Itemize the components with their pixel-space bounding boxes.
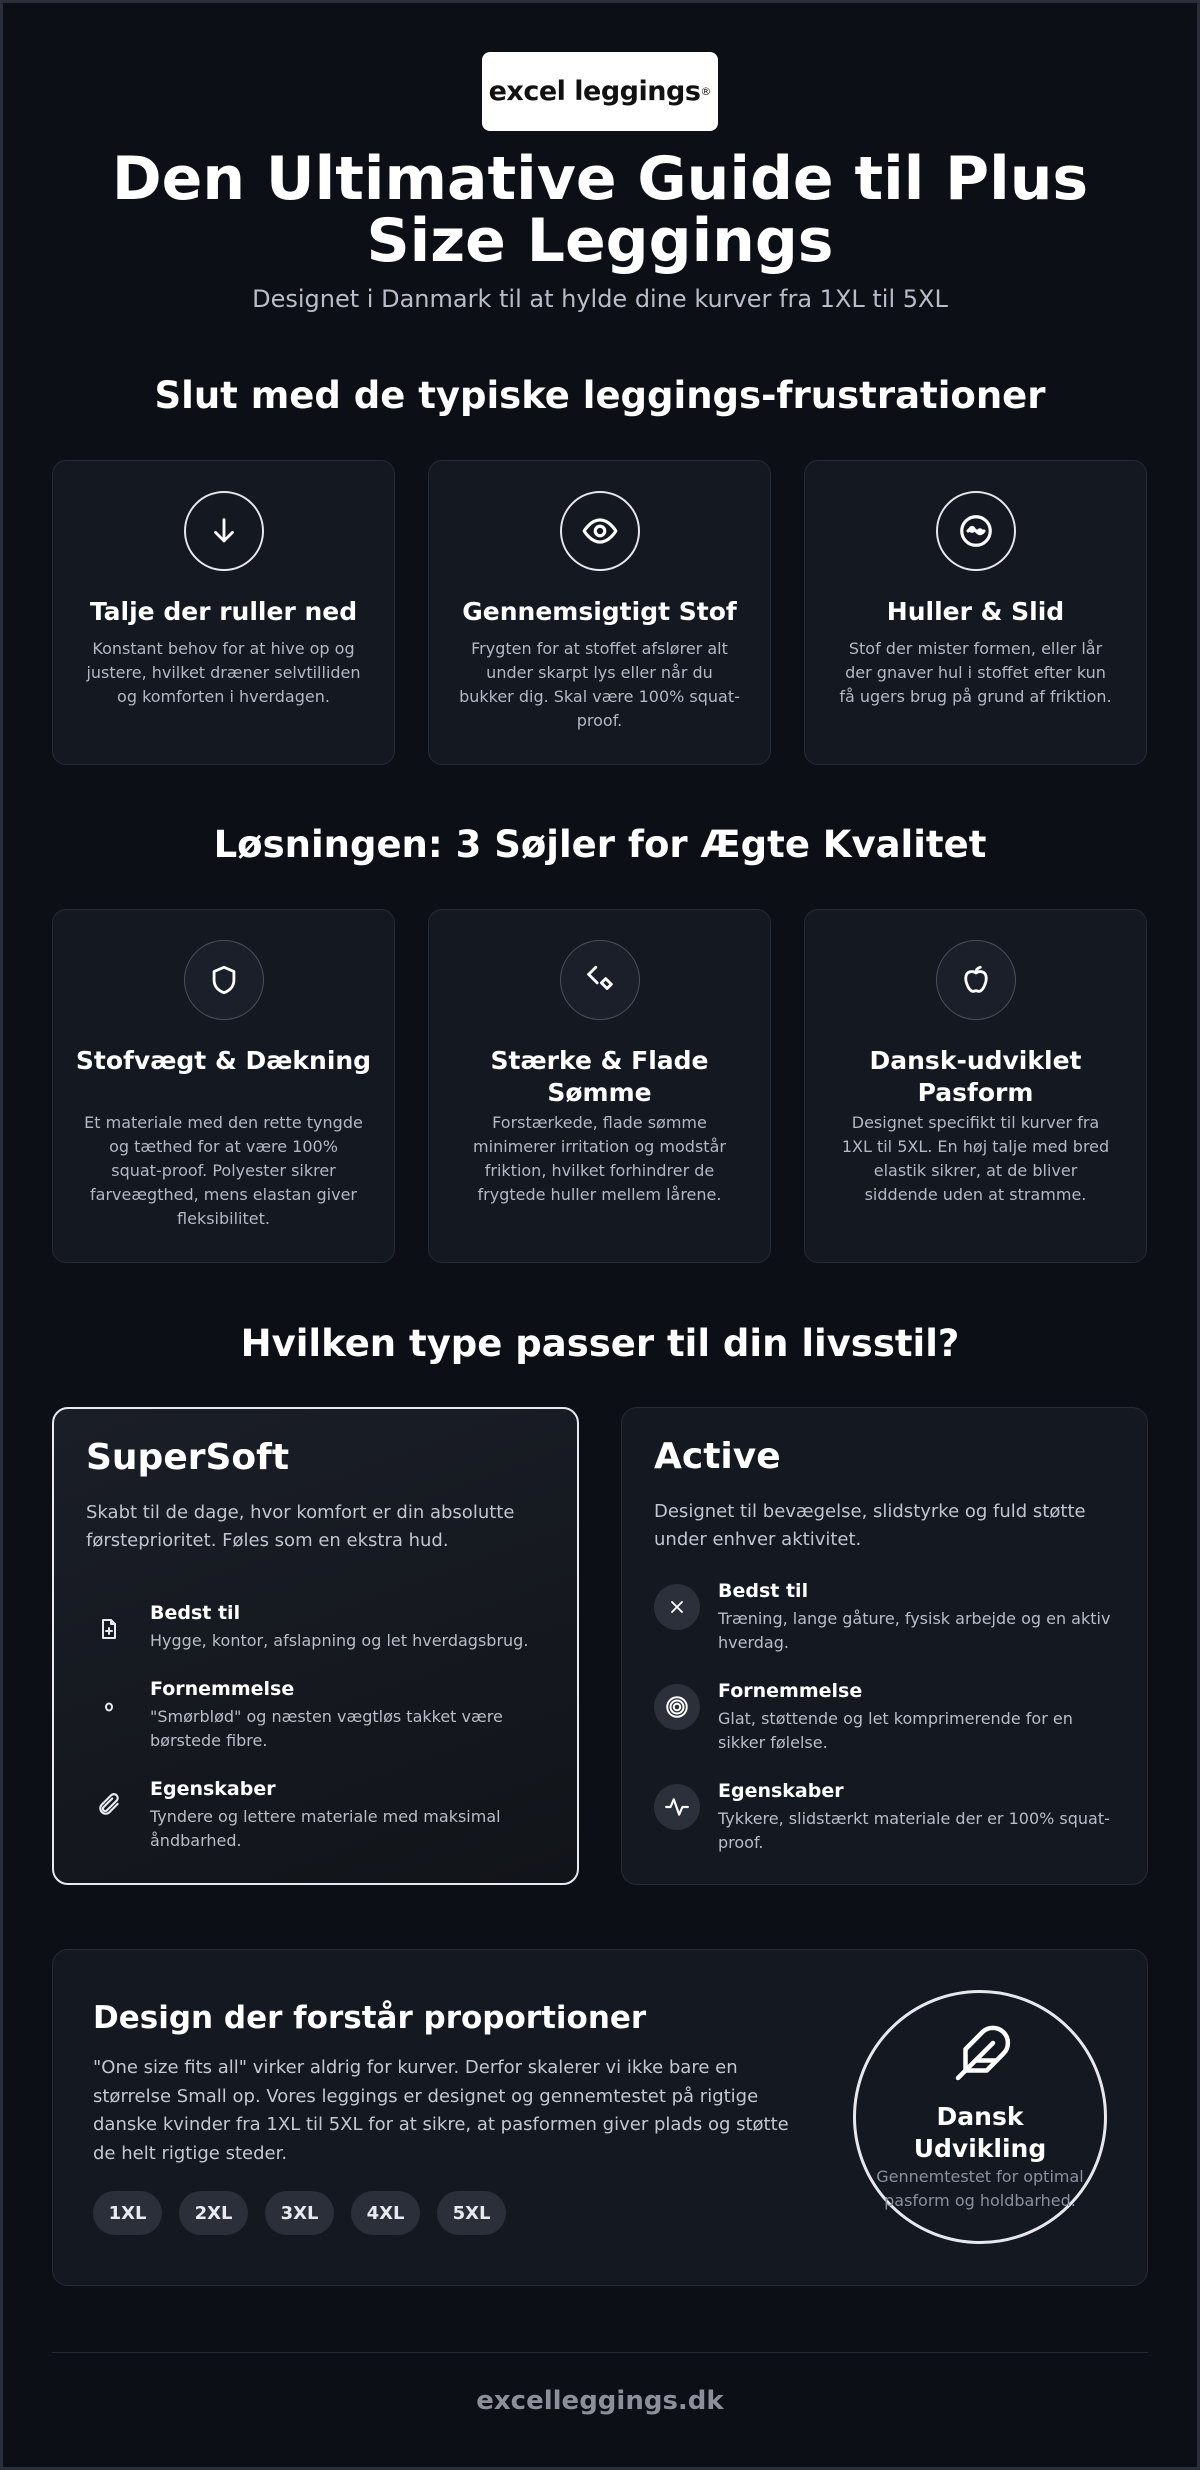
feature-properties xyxy=(86,1778,547,1858)
logo-text: excel leggings xyxy=(488,76,701,107)
page-title: Den Ultimative Guide til Plus Size Leggings xyxy=(111,144,1089,276)
option-description: Skabt til de dage, hvor komfort er din absolutte førsteprioritet. Føles som en ekstra hud. xyxy=(86,1502,515,1551)
solution-section-title: Løsningen: 3 Søjler for Ægte Kvalitet xyxy=(213,823,987,866)
supersoft-option-card[interactable] xyxy=(52,1407,579,1885)
size-pill-5xl[interactable]: 5XL xyxy=(437,2191,506,2235)
option-name: Active xyxy=(654,1436,781,1477)
feature-text: Glat, støttende og let komprimerende for en sikker følelse. xyxy=(718,1709,1073,1752)
pillar-text: Designet specifikt til kurver fra 1XL til 5XL. En høj talje med bred elastik sikrer, at de bliver siddende uden at stramme. xyxy=(841,1113,1110,1204)
feature-title: Fornemmelse xyxy=(150,1678,295,1700)
size-pill-4xl[interactable]: 4XL xyxy=(351,2191,420,2235)
logo-registered-mark: ® xyxy=(700,85,712,98)
problem-title: Huller & Slid xyxy=(886,597,1065,626)
feature-properties xyxy=(654,1780,1117,1860)
problem-card-waist xyxy=(52,460,395,765)
size-pill-2xl[interactable]: 2XL xyxy=(179,2191,248,2235)
paperclip-icon xyxy=(86,1782,132,1828)
shield-icon xyxy=(184,940,264,1020)
feature-best-for xyxy=(86,1602,547,1672)
option-description: Designet til bevægelse, slidstyrke og fuld støtte under enhver aktivitet. xyxy=(654,1501,1086,1550)
footer-divider xyxy=(52,2352,1148,2353)
feature-title: Bedst til xyxy=(150,1602,241,1624)
feature-title: Egenskaber xyxy=(150,1778,276,1800)
feature-feel xyxy=(654,1680,1117,1760)
page-subtitle: Designet i Danmark til at hylde dine kurver fra 1XL til 5XL xyxy=(252,285,948,313)
problems-section-title: Slut med de typiske leggings-frustrationer xyxy=(154,374,1046,417)
eye-icon xyxy=(560,491,640,571)
feather-icon xyxy=(953,2023,1013,2087)
problem-title: Talje der ruller ned xyxy=(89,597,358,626)
brand-logo[interactable] xyxy=(482,52,718,131)
footer-website-link[interactable]: excelleggings.dk xyxy=(476,2386,724,2416)
problem-text: Stof der mister formen, eller lår der gnaver hul i stoffet efter kun få ugers brug på grund af friktion. xyxy=(839,639,1112,706)
badge-title: Dansk Udvikling xyxy=(913,2102,1047,2163)
cross-icon xyxy=(654,1584,700,1630)
pillar-title: Dansk-udviklet Pasform xyxy=(869,1046,1082,1107)
feature-title: Fornemmelse xyxy=(718,1680,863,1702)
design-text: "One size fits all" virker aldrig for kurver. Derfor skalerer vi ikke bare en størrelse Small op. Vores leggings er designet og gennemtestet på rigtige danske kvinder fra 1XL til 5XL for at sikre, at pasformen giver plads og støtte de helt rigtige steder. xyxy=(93,2057,789,2164)
lifestyle-section-title: Hvilken type passer til din livsstil? xyxy=(240,1322,960,1365)
design-card xyxy=(52,1949,1148,2286)
arrow-down-icon xyxy=(184,491,264,571)
option-name: SuperSoft xyxy=(86,1437,290,1478)
feature-text: Tyndere og lettere materiale med maksimal åndbarhed. xyxy=(150,1807,501,1850)
pillar-text: Et materiale med den rette tyngde og tæthed for at være 100% squat-proof. Polyester sikrer farveægthed, mens elastan giver fleksibilitet. xyxy=(84,1113,363,1228)
apple-icon xyxy=(936,940,1016,1020)
target-icon xyxy=(654,1684,700,1730)
size-list xyxy=(93,2191,506,2235)
pillar-title: Stærke & Flade Sømme xyxy=(490,1046,709,1107)
friction-icon xyxy=(936,491,1016,571)
active-option-card[interactable] xyxy=(621,1407,1148,1885)
pillar-card-seams xyxy=(428,909,771,1263)
problem-text: Konstant behov for at hive op og justere, hvilket dræner selvtilliden og komforten i hverdagen. xyxy=(86,639,361,706)
feather-dot-icon xyxy=(86,1682,132,1728)
feature-text: "Smørblød" og næsten vægtløs takket være børstede fibre. xyxy=(150,1707,503,1750)
design-title: Design der forstår proportioner xyxy=(93,2000,647,2036)
danish-development-badge xyxy=(853,1990,1107,2244)
feature-feel xyxy=(86,1678,547,1758)
feature-text: Tykkere, slidstærkt materiale der er 100% squat-proof. xyxy=(718,1809,1110,1852)
badge-subtitle: Gennemtestet for optimal pasform og holdbarhed. xyxy=(876,2167,1084,2210)
problem-text: Frygten for at stoffet afslører alt under skarpt lys eller når du bukker dig. Skal være 100% squat-proof. xyxy=(459,639,740,730)
pillar-card-fabric xyxy=(52,909,395,1263)
feature-text: Træning, lange gåture, fysisk arbejde og en aktiv hverdag. xyxy=(718,1609,1111,1652)
pillar-card-fit xyxy=(804,909,1147,1263)
size-pill-3xl[interactable]: 3XL xyxy=(265,2191,334,2235)
size-pill-1xl[interactable]: 1XL xyxy=(93,2191,162,2235)
pillar-text: Forstærkede, flade sømme minimerer irritation og modstår friktion, hvilket forhindrer de frygtede huller mellem lårene. xyxy=(473,1113,726,1204)
problem-card-holes xyxy=(804,460,1147,765)
feature-text: Hygge, kontor, afslapning og let hverdagsbrug. xyxy=(150,1631,529,1650)
pulse-icon xyxy=(654,1784,700,1830)
document-icon xyxy=(86,1606,132,1652)
feature-title: Bedst til xyxy=(718,1580,809,1602)
pillar-title: Stofvægt & Dækning xyxy=(75,1046,372,1075)
problem-card-transparent xyxy=(428,460,771,765)
feature-title: Egenskaber xyxy=(718,1780,844,1802)
problem-title: Gennemsigtigt Stof xyxy=(462,597,737,626)
feature-best-for xyxy=(654,1580,1117,1660)
needle-icon xyxy=(560,940,640,1020)
